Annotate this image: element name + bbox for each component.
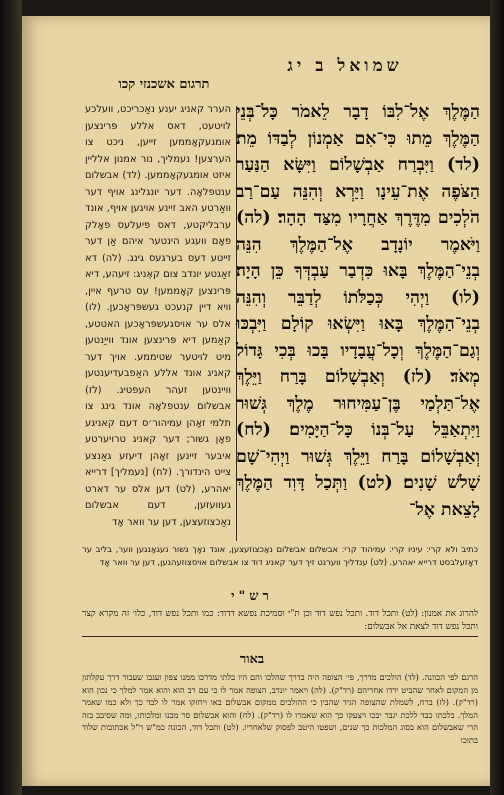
yiddish-translation-column	[85, 102, 231, 531]
biur-commentary	[82, 671, 478, 747]
main-text-body: הַמֶּלֶךְ אֶל־לִבּוֹ דָבָר לֵאמֹר כָּל־בְּנֵי הַמֶּלֶךְ מֵתוּ כִּי־אִם אַמְנוֹן לְבַדּוֹ מֵת׃ (לד) וַיִּבְרַח אַבְשָׁלוֹם וַיִּשָּׂא הַנַּעַר הַצֹּפֶה אֶת־עֵינָו וַיַּרְא וְהִנֵּה עַם־רַב הֹלְכִים מִדֶּרֶךְ אַחֲרָיו מִצַּד הָהָר׃ (לה) וַיֹּאמֶר יוֹנָדָב אֶל־הַמֶּלֶךְ הִנֵּה בְנֵי־הַמֶּלֶךְ בָּאוּ כִּדְבַר עַבְדְּךָ כֵּן הָיָה׃ (לו) וַיְהִי כְּכַלֹּתוֹ לְדַבֵּר וְהִנֵּה בְנֵי־הַמֶּלֶךְ בָּאוּ וַיִּשְׂאוּ קוֹלָם וַיִּבְכּוּ וְגַם־הַמֶּלֶךְ וְכָל־עֲבָדָיו בָּכוּ בְּכִי גָּדוֹל מְאֹד׃ (לז) וְאַבְשָׁלוֹם בָּרַח וַיֵּלֶךְ אֶל־תַּלְמַי בֶּן־עַמִּיחוּר מֶלֶךְ גְּשׁוּר וַיִּתְאַבֵּל עַל־בְּנוֹ כָּל־הַיָּמִים׃ (לח) וְאַבְשָׁלוֹם בָּרַח וַיֵּלֶךְ גְּשׁוּר וַיְהִי־שָׁם שָׁלֹשׁ שָׁנִים׃ (לט) וַתְּכַל דָּוִד הַמֶּלֶךְ לָצֵאת אֶל־	[236, 102, 480, 520]
main-hebrew-text	[236, 99, 480, 523]
rashi-text-body: להרוג את אמנון: (לט) ותכל דוד. ותכל נפש דוד וכן ת"י וסמיכת נפשא דדוד: כמו ותכל נפש דוד, כלו׳ זה מקרא קצר ותכל נפש דוד לצאת אל אבשלום:	[82, 609, 478, 632]
page-header-translation: תרגום אשכנזי קכו	[118, 77, 210, 92]
rashi-commentary	[82, 608, 478, 637]
rashi-heading: רש"י	[231, 589, 273, 604]
book-page	[22, 16, 490, 786]
right-binding-edge	[490, 0, 504, 795]
variants-text-body: כתיב ולא קרי׃ עיניו קרי׃ עמיהוד קרי׃ אבשלום אבשלום נאַכצוזעצען, אונד נאָך גשור נעגאַנגען ווער, בליב ער דאָזעלבסט דרייא יאהרע. (לט) ענדליך ווערנט זיך דער קאניג דוד צו אבשלום אויסצוזעהנען, דען ער וואר אָד	[82, 544, 478, 567]
left-binding-edge	[0, 0, 22, 795]
translation-text-body: הערר קאניג יענע נאַכריכט, וועלכע לויטעט, דאס אללע פּרינצען אומגעקאָממען זייען, ניכט צו הערצען! נעמליך, נור אמנון אלליין איזט אומגעקאָממען. (לד) אבשלום ענטפלאָה. דער יונגלינג אויף דער וואַרטע האב זיינע אויגען אויף, אונד ערבליקטע, דאס פיעלעס פאָלק פאָם וועגע הינטער איהם אַן דער זייטע דעס בערגעס גינג. (לה) דא זאַגטע יונדב צום קאֶניג: זיעהע, דיא פּרינצען קאָממען! עס טרעף איין, וויא דיין קנעכט געשפּראָכען. (לו) אלס ער אויסגעשפּראָכען האטטע, קאַמען דיא פּרינצען אונד ווייַנטען מיט לויטער שטיממע. אויך דער קאניג אונד אללע האַפבעדיענטען וויינטען זעהר העפטיג. (לז) אבשלום ענטפלאָה אונד גינג צו תלמי זאָהן עמיהור׳ס דעם קאניגע פאָן גשור; דער קאניג טרויערטע איבער זיינען זאָהן דיעזע גאַנצע צייט הינדורך. (לח) [נעמליך] דרייא יאהרע, (לט) דען אלס ער דארט געוועזען, דעם אבשלום נאַכצוזעצען, דען ער וואר אָד	[85, 104, 231, 528]
textual-variants-line	[82, 543, 478, 569]
biur-text-body: הרגם לפי הכוונה. (לד) הולכים מדרך, פי׳ הצופה היה בדרך שהלכו והם היו בלתי מדרכו ממנו צפון ועגבו שעבור דרך עקלתון מן המקום לאחר שהביט ירדו אחריהם (רד"ק). (לה) ויאמר יונדב, הצופה אמר לו כי עם רב הוא והוא אמר למלך כי נכון הוא (רד"ק). (לז) ברח, לשמלת שהצופה הגיד שהבין כי ההולכים ממקום אבשלום באו ויחזקו אמר לו לבד כך ולא כמו שאמר המלך. בלכתו כבד ללכת יגבר יבכו ויצעקו כך הוא שאמרו לו (רד"ק). (לח) והוא אבשלום סר מבנו ומלכותו, ומה שסיבב בזה הרי שאבשלום הוא בסוג המלכות כך שנים, ושפטו היטב לפסוק שלאחריו. (לט) ותכל דוד, הכונה כמ"ש ר"ל אכתובות שלוד בתוכו	[82, 672, 478, 745]
page-header-book: שמואל ב יג	[287, 56, 403, 76]
biur-heading: באור	[239, 652, 265, 667]
